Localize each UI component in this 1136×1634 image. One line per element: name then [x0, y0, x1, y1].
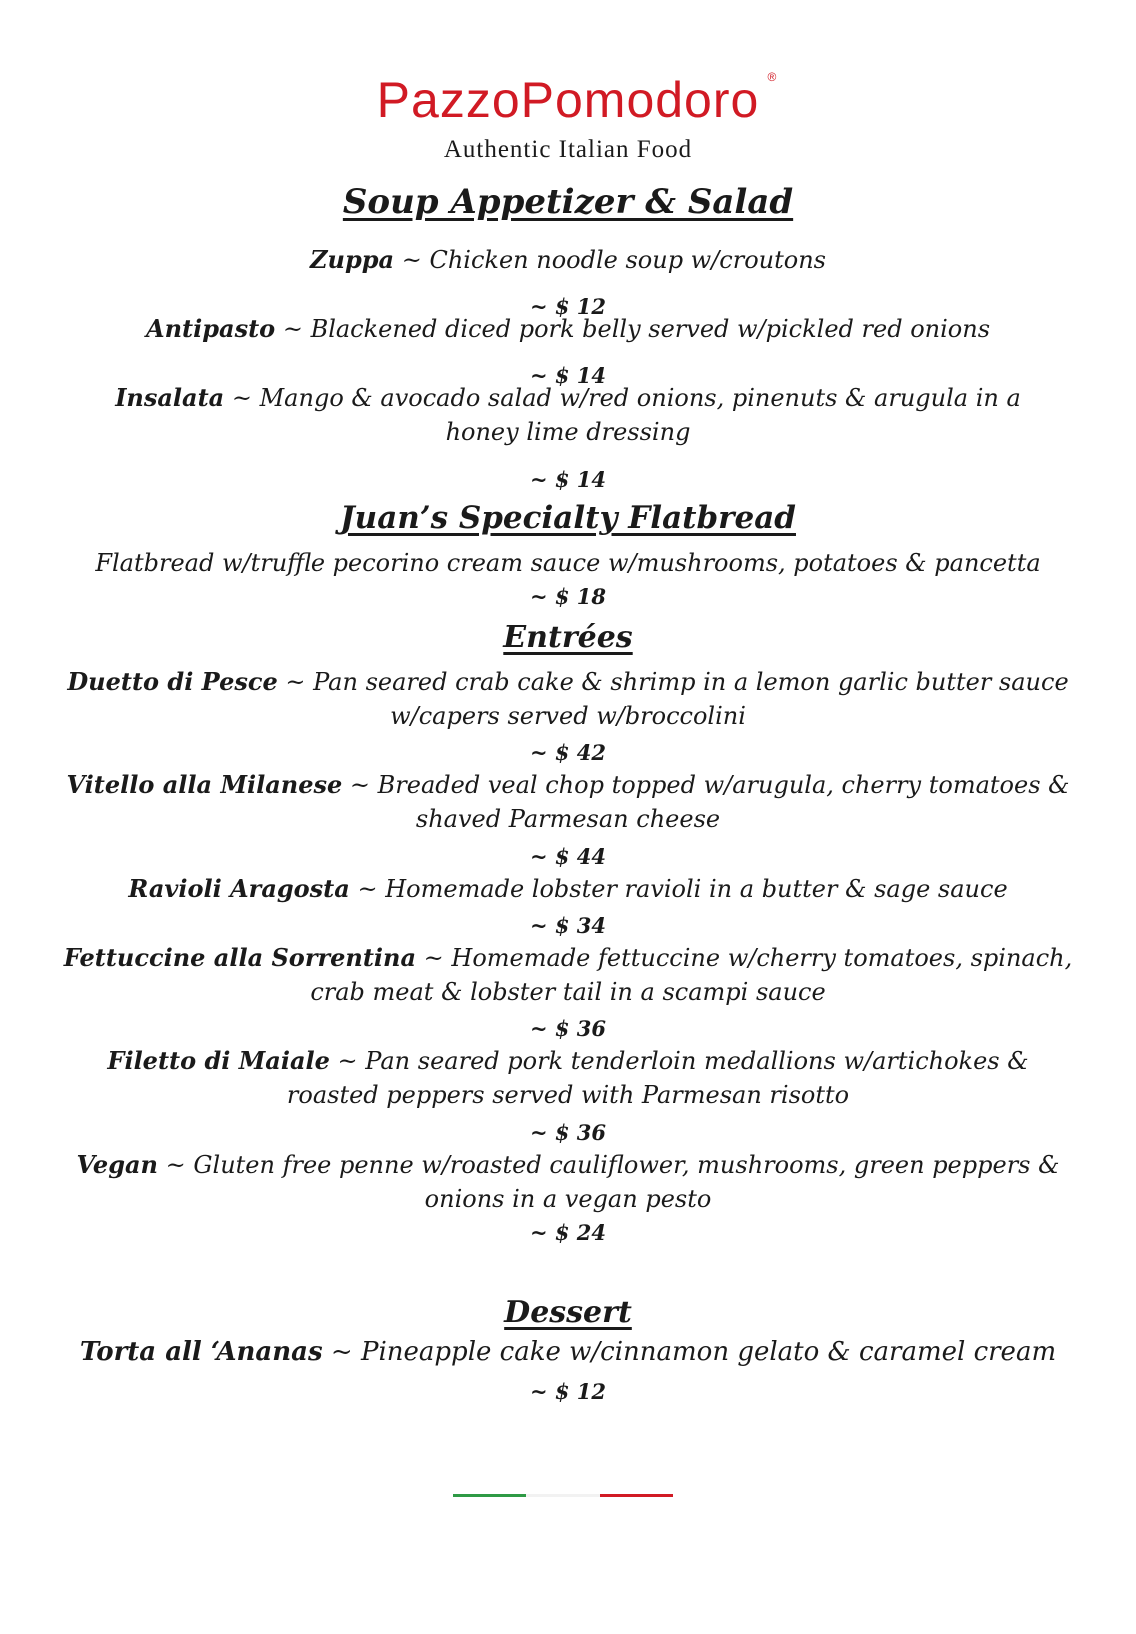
separator: ~ [394, 246, 430, 274]
menu-item-line [10, 665, 1126, 699]
menu-item-name: Ravioli Aragosta [128, 874, 350, 903]
flag-green-stripe [453, 1494, 526, 1497]
logo-tagline: Authentic Italian Food [443, 136, 693, 163]
menu-item-name: Filetto di Maiale [107, 1046, 330, 1075]
menu-item-price: ~ $ 12 [529, 294, 607, 319]
menu-item-price: ~ $ 34 [529, 913, 607, 938]
section-heading-entrees: Entrées [503, 620, 633, 655]
flag-white-stripe [526, 1494, 599, 1497]
menu-item-name: Zuppa [310, 245, 395, 274]
menu-item-name: Vitello alla Milanese [66, 770, 343, 799]
separator: ~ [342, 771, 378, 799]
menu-item-name: Insalata [115, 383, 225, 412]
menu-item-line [10, 941, 1126, 975]
menu-item-price: ~ $ 14 [529, 467, 607, 492]
menu-item-line [10, 1335, 1126, 1369]
menu-item-price: ~ $ 36 [529, 1016, 607, 1041]
menu-item-description: Breaded veal chop topped w/arugula, cherry tomatoes & [377, 771, 1070, 799]
menu-item-line [10, 243, 1126, 277]
separator: ~ [275, 315, 311, 343]
menu-item-description: Blackened diced pork belly served w/pickled red onions [310, 315, 991, 343]
section-heading-flatbread: Juan’s Specialty Flatbread [340, 500, 796, 536]
menu-item-price: ~ $ 44 [529, 844, 607, 869]
menu-item-price: ~ $ 12 [529, 1379, 607, 1404]
menu-item-price: ~ $ 24 [529, 1220, 607, 1245]
menu-item-description-continued: roasted peppers served with Parmesan risotto [286, 1081, 850, 1109]
flag-red-stripe [600, 1494, 673, 1497]
menu-item-line [10, 1148, 1126, 1182]
menu-item-description: Pineapple cake w/cinnamon gelato & caramel cream [360, 1337, 1057, 1367]
menu-item-line [10, 768, 1126, 802]
menu-item-name: Vegan [76, 1150, 158, 1179]
menu-item-description: Gluten free penne w/roasted cauliflower, mushrooms, green peppers & [193, 1151, 1060, 1179]
flatbread-description: Flatbread w/truffle pecorino cream sauce w/mushrooms, potatoes & pancetta [95, 549, 1041, 577]
menu-item-description: Mango & avocado salad w/red onions, pinenuts & arugula in a [259, 384, 1021, 412]
menu-item-description-continued: crab meat & lobster tail in a scampi sauce [310, 978, 826, 1006]
menu-item-price: ~ $ 42 [529, 740, 607, 765]
menu-item-description: Homemade lobster ravioli in a butter & sage sauce [385, 875, 1008, 903]
menu-item-description: Pan seared crab cake & shrimp in a lemon garlic butter sauce [313, 668, 1069, 696]
section-heading-dessert: Dessert [504, 1295, 632, 1330]
menu-item-price: ~ $ 36 [529, 1120, 607, 1145]
menu-item-name: Antipasto [145, 314, 276, 343]
logo-wordmark [376, 70, 778, 130]
separator: ~ [322, 1337, 361, 1367]
section-heading-soup-appetizer-salad: Soup Appetizer & Salad [342, 182, 794, 222]
menu-item-name: Torta all ‘Ananas [79, 1337, 323, 1367]
menu-item-description-continued: honey lime dressing [445, 418, 691, 446]
menu-item-description-continued: w/capers served w/broccolini [390, 702, 746, 730]
menu-item-description-continued: shaved Parmesan cheese [415, 805, 721, 833]
logo-name: PazzoPomodoro [376, 72, 760, 128]
menu-item-description-continued: onions in a vegan pesto [424, 1185, 712, 1213]
separator: ~ [349, 875, 386, 903]
separator: ~ [157, 1151, 194, 1179]
separator: ~ [277, 668, 314, 696]
menu-item-line [10, 312, 1126, 346]
restaurant-logo [0, 70, 1136, 164]
menu-item-name: Duetto di Pesce [67, 667, 278, 696]
menu-item-price: ~ $ 14 [529, 363, 607, 388]
separator: ~ [329, 1047, 366, 1075]
menu-item-line [10, 872, 1126, 906]
menu-item-name: Fettuccine alla Sorrentina [63, 943, 417, 972]
menu-item-description: Chicken noodle soup w/croutons [429, 246, 826, 274]
menu-item-line [10, 1044, 1126, 1078]
separator: ~ [416, 944, 452, 972]
menu-item-description: Homemade fettuccine w/cherry tomatoes, spinach, [451, 944, 1073, 972]
separator: ~ [224, 384, 260, 412]
registered-mark: ® [767, 70, 778, 84]
flatbread-price: ~ $ 18 [529, 584, 607, 609]
menu-item-description: Pan seared pork tenderloin medallions w/artichokes & [365, 1047, 1029, 1075]
italian-flag-divider [453, 1494, 673, 1497]
menu-item-line [10, 381, 1126, 415]
